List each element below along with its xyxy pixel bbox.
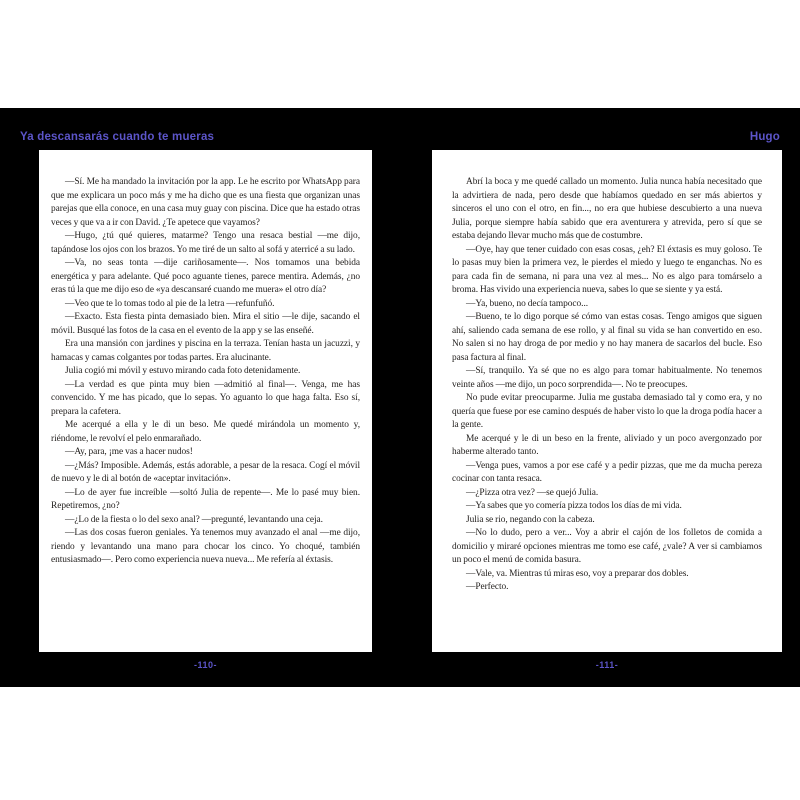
- paragraph: —¿Pizza otra vez? —se quejó Julia.: [466, 487, 599, 498]
- reader-background: [0, 108, 800, 687]
- paragraph: Me acerqué a ella y le di un beso. Me quedé mirándola un momento y, riéndome, le revolví el pelo enmarañado.: [51, 420, 360, 444]
- paragraph: —Las dos cosas fueron geniales. Ya tenemos muy avanzado el anal —me dijo, riendo y levantando una mano para chocar los cinco. Yo choqué, también entusiasmado—. Pero como experiencia nueva nueva... Me refería al éxtasis.: [51, 528, 360, 565]
- paragraph: —Ya sabes que yo comería pizza todos los días de mi vida.: [466, 501, 682, 511]
- paragraph: —Bueno, te lo digo porque sé cómo van estas cosas. Tengo amigos que siguen ahí, saliendo cada semana de ese rollo, y al final su vida se han convertido en eso. No salen si no hay droga de por medio y no hay manera de sacarlos del bucle. Eso pasa factura al final.: [452, 312, 762, 363]
- paragraph: Julia se rio, negando con la cabeza.: [466, 514, 595, 525]
- paragraph: Abrí la boca y me quedé callado un momento. Julia nunca había necesitado que la advirtiera de nada, pero desde que habíamos quedado en ser más abiertos y sinceros el uno con el otro, en fin..., no era que hubiese descubierto a una nueva Julia, porque siempre había sabido que era aventurera y atrevida, pero sí que se estaba dejando llevar mucho más que de costumbre.: [452, 177, 762, 241]
- paragraph: —Oye, hay que tener cuidado con esas cosas, ¿eh? El éxtasis es muy goloso. Te lo pasas muy bien la primera vez, le pierdes el miedo y luego te enganchas. No es para cada fin de semana, ni para una vez al mes... No es algo para tomárselo a broma. Has vivido una experiencia nueva, sabes lo que se siente y ya está.: [452, 244, 762, 295]
- paragraph: —¿Lo de la fiesta o lo del sexo anal? —pregunté, levantando una ceja.: [65, 514, 323, 525]
- running-title-right: Hugo: [749, 131, 780, 143]
- paragraph: —Lo de ayer fue increíble —soltó Julia de repente—. Me lo pasé muy bien. Repetiremos, ¿no?: [51, 487, 360, 511]
- book-page-left: [39, 150, 372, 652]
- page-number-right: -111-: [595, 660, 619, 670]
- paragraph: —¿Más? Imposible. Además, estás adorable, a pesar de la resaca. Cogí el móvil de nuevo y le di al botón de «aceptar invitación».: [51, 460, 360, 484]
- paragraph: —Vale, va. Mientras tú miras eso, voy a preparar dos dobles.: [466, 568, 689, 579]
- page-number-left: -110-: [193, 660, 217, 670]
- paragraph: —Hugo, ¿tú qué quieres, matarme? Tengo una resaca bestial —me dijo, tapándose los ojos con los brazos. Yo me tiré de un salto al sofá y aterricé a su lado.: [51, 231, 360, 255]
- paragraph: —Va, no seas tonta —dije cariñosamente—. Nos tomamos una bebida energética y para adelante. Qué poco aguante tienes, parece mentira. Además, ¿no eras tú la que me dijo eso de «ya descansaré cuando me muera» el otro día?: [51, 258, 360, 295]
- paragraph: —Ay, para, ¡me vas a hacer nudos!: [65, 447, 193, 457]
- paragraph: —Sí, tranquilo. Ya sé que no es algo para tomar habitualmente. No tenemos veinte años —me dijo, un poco sorprendida—. No te preocupes.: [452, 366, 762, 390]
- paragraph: —Veo que te lo tomas todo al pie de la letra —refunfuñó.: [65, 298, 275, 309]
- paragraph: —Ya, bueno, no decía tampoco...: [466, 298, 589, 309]
- running-header: [20, 131, 780, 143]
- paragraph: —No lo dudo, pero a ver... Voy a abrir el cajón de los folletos de comida a domicilio y miraré opciones mientras me tomo ese café, ¿vale? A ver si cambiamos un poco el menú de comida basura.: [452, 528, 762, 565]
- paragraph: Julia cogió mi móvil y estuvo mirando cada foto detenidamente.: [65, 366, 301, 376]
- running-title-left: Ya descansarás cuando te mueras: [20, 131, 215, 143]
- paragraph: Era una mansión con jardines y piscina en la terraza. Tenían hasta un jacuzzi, y hamacas y camas colgantes por todas partes. Era alucinante.: [51, 339, 360, 363]
- paragraph: Me acerqué y le di un beso en la frente, aliviado y un poco avergonzado por haberme alterado tanto.: [452, 433, 762, 457]
- paragraph: —La verdad es que pinta muy bien —admitió al final—. Venga, me has convencido. Y me has picado, que lo sepas. Yo aguanto lo que haga falta. Eso sí, prepara la cafetera.: [51, 379, 360, 417]
- page-left-text: [51, 176, 360, 568]
- paragraph: —Exacto. Esta fiesta pinta demasiado bien. Mira el sitio —le dije, sacando el móvil. Busqué las fotos de la casa en el evento de la app y se las enseñé.: [51, 312, 360, 336]
- paragraph: —Venga pues, vamos a por ese café y a pedir pizzas, que me da mucha pereza cocinar con tanta resaca.: [452, 460, 762, 484]
- paragraph: —Perfecto.: [466, 582, 509, 592]
- page-right-text: [452, 176, 762, 595]
- paragraph: —Sí. Me ha mandado la invitación por la app. Le he escrito por WhatsApp para que me explicara un poco más y me ha dicho que es una fiesta que organizan unas parejas que ella conoce, en una casa muy guay con piscina. Dice que ha estado otras veces y que va a ir con David. ¿Te apetece que vayamos?: [51, 177, 360, 228]
- paragraph: No pude evitar preocuparme. Julia me gustaba demasiado tal y como era, y no quería que fuese por ese camino después de haber visto lo que la droga podía hacer a la gente.: [452, 393, 762, 430]
- book-page-right: [432, 150, 782, 652]
